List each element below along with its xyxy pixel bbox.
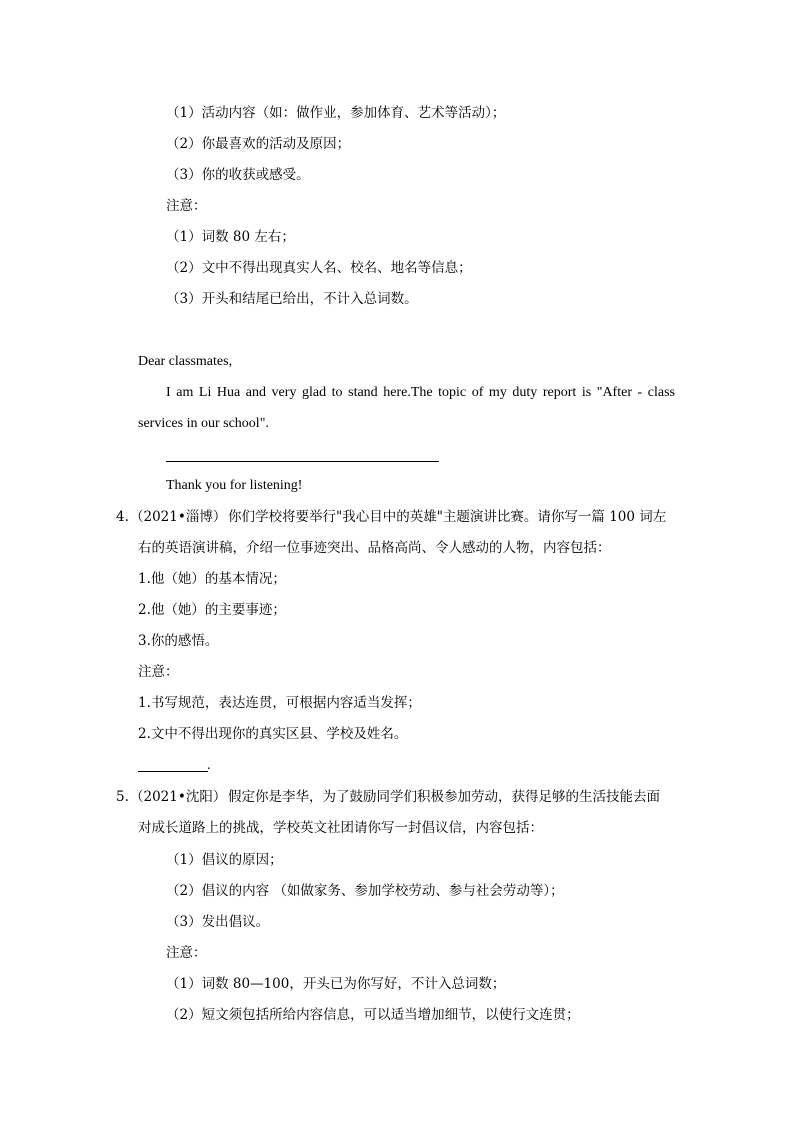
q5-note-2: （2）短文须包括所给内容信息，可以适当增加细节，以使行文连贯；: [166, 1007, 580, 1023]
q4-note-2: 2.文中不得出现你的真实区县、学校及姓名。: [138, 726, 408, 742]
q4-blank-end: .: [207, 758, 211, 773]
q5-notes-label: 注意：: [166, 945, 207, 961]
q5-prompt-line2: 对成长道路上的挑战，学校英文社团请你写一封倡议信，内容包括：: [138, 820, 543, 836]
q4-item-1: 1.他（她）的基本情况；: [138, 571, 286, 587]
q4-source: （2021•淄博）: [130, 509, 227, 525]
prev-note-1: （1）词数 80 左右；: [166, 229, 295, 245]
q5-item-3: （3）发出倡议。: [166, 914, 270, 930]
prev-item-3: （3）你的收获或感受。: [166, 167, 310, 183]
q4-note-1: 1.书写规范，表达连贯，可根据内容适当发挥；: [138, 695, 421, 711]
prev-notes-label: 注意：: [166, 198, 207, 214]
q5-source: （2021•沈阳）: [130, 789, 227, 805]
letter-closing: Thank you for listening!: [166, 478, 303, 493]
q4-number: 4.: [116, 509, 129, 525]
letter-opening-line1: I am Li Hua and very glad to stand here.The topic of my duty report is "After - class: [166, 385, 675, 400]
letter-opening-line2: services in our school".: [138, 416, 269, 431]
q4-prompt-line2: 右的英语演讲稿，介绍一位事迹突出、品格高尚、令人感动的人物，内容包括：: [138, 540, 611, 556]
q4-answer-blank-line: [138, 771, 208, 772]
q4-item-3: 3.你的感悟。: [138, 633, 219, 649]
q4-item-2: 2.他（她）的主要事迹；: [138, 602, 286, 618]
q5-item-2: （2）倡议的内容 （如做家务、参加学校劳动、参与社会劳动等）；: [166, 883, 564, 899]
prev-note-3: （3）开头和结尾已给出，不计入总词数。: [166, 291, 418, 307]
q5-prompt-line1: 假定你是李华，为了鼓励同学们积极参加劳动，获得足够的生活技能去面: [228, 789, 660, 805]
prev-note-2: （2）文中不得出现真实人名、校名、地名等信息；: [166, 260, 472, 276]
q5-item-1: （1）倡议的原因；: [166, 852, 283, 868]
letter-greeting: Dear classmates,: [138, 354, 233, 369]
q5-note-1: （1）词数 80—100，开头已为你写好，不计入总词数；: [166, 976, 506, 992]
answer-blank-line: [166, 461, 439, 462]
q4-notes-label: 注意：: [138, 664, 179, 680]
q5-number: 5.: [116, 789, 129, 805]
prev-item-2: （2）你最喜欢的活动及原因；: [166, 136, 351, 152]
q4-prompt-line1: 你们学校将要举行"我心目中的英雄"主题演讲比赛。请你写一篇 100 词左: [228, 509, 667, 525]
prev-item-1: （1）活动内容（如：做作业，参加体育、艺术等活动）；: [166, 105, 506, 121]
